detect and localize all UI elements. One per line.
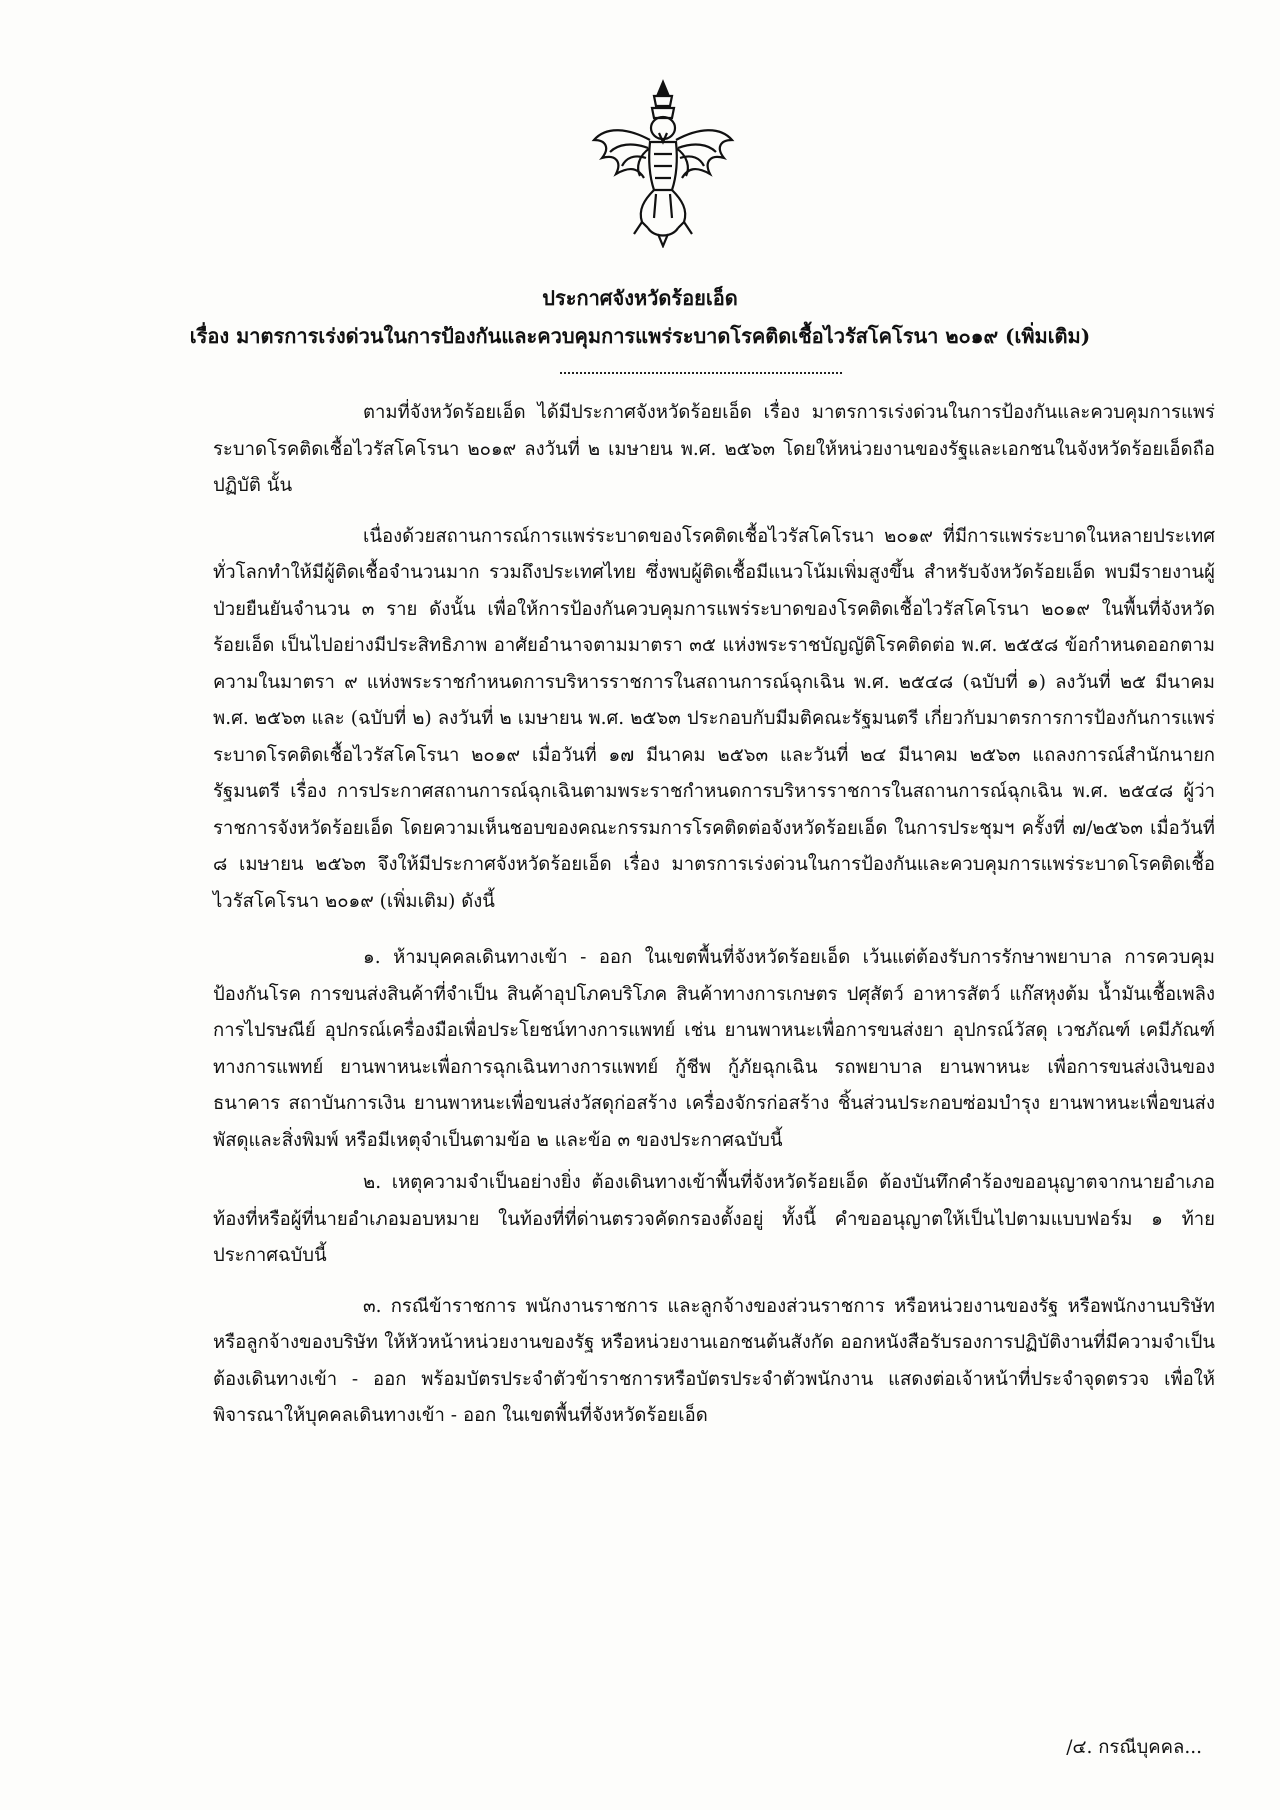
separator-line [560,372,842,374]
paragraph-reason: เนื่องด้วยสถานการณ์การแพร่ระบาดของโรคติดเชื้อไวรัสโคโรนา ๒๐๑๙ ที่มีการแพร่ระบาดในหลายประเทศทั่วโลกทำให้มีผู้ติดเชื้อจำนวนมาก รวมถึงประเทศไทย ซึ่งพบผู้ติดเชื้อมีแนวโน้มเพิ่มสูงขึ้น สำหรับจังหวัดร้อยเอ็ด พบมีรายงานผู้ป่วยยืนยันจำนวน ๓ ราย ดังนั้น เพื่อให้การป้องกันควบคุมการแพร่ระบาดของโรคติดเชื้อไวรัสโคโรนา ๒๐๑๙ ในพื้นที่จังหวัดร้อยเอ็ด เป็นไปอย่างมีประสิทธิภาพ อาศัยอำนาจตามมาตรา ๓๕ แห่งพระราชบัญญัติโรคติดต่อ พ.ศ. ๒๕๕๘ ข้อกำหนดออกตามความในมาตรา ๙ แห่งพระราชกำหนดการบริหารราชการในสถานการณ์ฉุกเฉิน พ.ศ. ๒๕๔๘ (ฉบับที่ ๑) ลงวันที่ ๒๕ มีนาคม พ.ศ. ๒๕๖๓ และ (ฉบับที่ ๒) ลงวันที่ ๒ เมษายน พ.ศ. ๒๕๖๓ ประกอบกับมีมติคณะรัฐมนตรี เกี่ยวกับมาตรการการป้องกันการแพร่ระบาดโรคติดเชื้อไวรัสโคโรนา ๒๐๑๙ เมื่อวันที่ ๑๗ มีนาคม ๒๕๖๓ และวันที่ ๒๔ มีนาคม ๒๕๖๓ แถลงการณ์สำนักนายกรัฐมนตรี เรื่อง การประกาศสถานการณ์ฉุกเฉินตามพระราชกำหนดการบริหารราชการในสถานการณ์ฉุกเฉิน พ.ศ. ๒๕๔๘ ผู้ว่าราชการจังหวัดร้อยเอ็ด โดยความเห็นชอบของคณะกรรมการโรคติดต่อจังหวัดร้อยเอ็ด ในการประชุมฯ ครั้งที่ ๗/๒๕๖๓ เมื่อวันที่ ๘ เมษายน ๒๕๖๓ จึงให้มีประกาศจังหวัดร้อยเอ็ด เรื่อง มาตรการเร่งด่วนในการป้องกันและควบคุมการแพร่ระบาดโรคติดเชื้อไวรัสโคโรนา ๒๐๑๙ (เพิ่มเติม) ดังนี้ [213,525,1215,912]
paragraph-item-2: ๒. เหตุความจำเป็นอย่างยิ่ง ต้องเดินทางเข้าพื้นที่จังหวัดร้อยเอ็ด ต้องบันทึกคำร้องขออนุญาตจากนายอำเภอท้องที่หรือผู้ที่นายอำเภอมอบหมาย ในท้องที่ที่ด่านตรวจคัดกรองตั้งอยู่ ทั้งนี้ คำขออนุญาตให้เป็นไปตามแบบฟอร์ม ๑ ท้ายประกาศฉบับนี้ [213,1172,1215,1266]
paragraph-preamble: ตามที่จังหวัดร้อยเอ็ด ได้มีประกาศจังหวัดร้อยเอ็ด เรื่อง มาตรการเร่งด่วนในการป้องกันและควบคุมการแพร่ระบาดโรคติดเชื้อไวรัสโคโรนา ๒๐๑๙ ลงวันที่ ๒ เมษายน พ.ศ. ๒๕๖๓ โดยให้หน่วยงานของรัฐและเอกชนในจังหวัดร้อยเอ็ดถือปฏิบัติ นั้น [213,402,1215,496]
paragraph-item-1: ๑. ห้ามบุคคลเดินทางเข้า - ออก ในเขตพื้นที่จังหวัดร้อยเอ็ด เว้นแต่ต้องรับการรักษาพยาบาล การควบคุมป้องกันโรค การขนส่งสินค้าที่จำเป็น สินค้าอุปโภคบริโภค สินค้าทางการเกษตร ปศุสัตว์ อาหารสัตว์ แก๊สหุงต้ม น้ำมันเชื้อเพลิง การไปรษณีย์ อุปกรณ์เครื่องมือเพื่อประโยชน์ทางการแพทย์ เช่น ยานพาหนะเพื่อการขนส่งยา อุปกรณ์วัสดุ เวชภัณฑ์ เคมีภัณฑ์ทางการแพทย์ ยานพาหนะเพื่อการฉุกเฉินทางการแพทย์ กู้ชีพ กู้ภัยฉุกเฉิน รถพยาบาล ยานพาหนะ เพื่อการขนส่งเงินของธนาคาร สถาบันการเงิน ยานพาหนะเพื่อขนส่งวัสดุก่อสร้าง เครื่องจักรก่อสร้าง ชิ้นส่วนประกอบซ่อมบำรุง ยานพาหนะเพื่อขนส่งพัสดุและสิ่งพิมพ์ หรือมีเหตุจำเป็นตามข้อ ๒ และข้อ ๓ ของประกาศฉบับนี้ [213,947,1215,1151]
garuda-emblem-icon [588,78,738,248]
document-title: ประกาศจังหวัดร้อยเอ็ด [542,286,738,310]
document-subject: เรื่อง มาตรการเร่งด่วนในการป้องกันและควบคุมการแพร่ระบาดโรคติดเชื้อไวรัสโคโรนา ๒๐๑๙ (เพิ่มเติม) [189,324,1091,348]
paragraph-item-3: ๓. กรณีข้าราชการ พนักงานราชการ และลูกจ้างของส่วนราชการ หรือหน่วยงานของรัฐ หรือพนักงานบริษัท หรือลูกจ้างของบริษัท ให้หัวหน้าหน่วยงานของรัฐ หรือหน่วยงานเอกชนต้นสังกัด ออกหนังสือรับรองการปฏิบัติงานที่มีความจำเป็นต้องเดินทางเข้า - ออก พร้อมบัตรประจำตัวข้าราชการหรือบัตรประจำตัวพนักงาน แสดงต่อเจ้าหน้าที่ประจำจุดตรวจ เพื่อให้พิจารณาให้บุคคลเดินทางเข้า - ออก ในเขตพื้นที่จังหวัดร้อยเอ็ด [213,1295,1215,1426]
document-body [213,395,1215,1435]
continuation-marker: /๔. กรณีบุคคล... [1066,1737,1202,1758]
